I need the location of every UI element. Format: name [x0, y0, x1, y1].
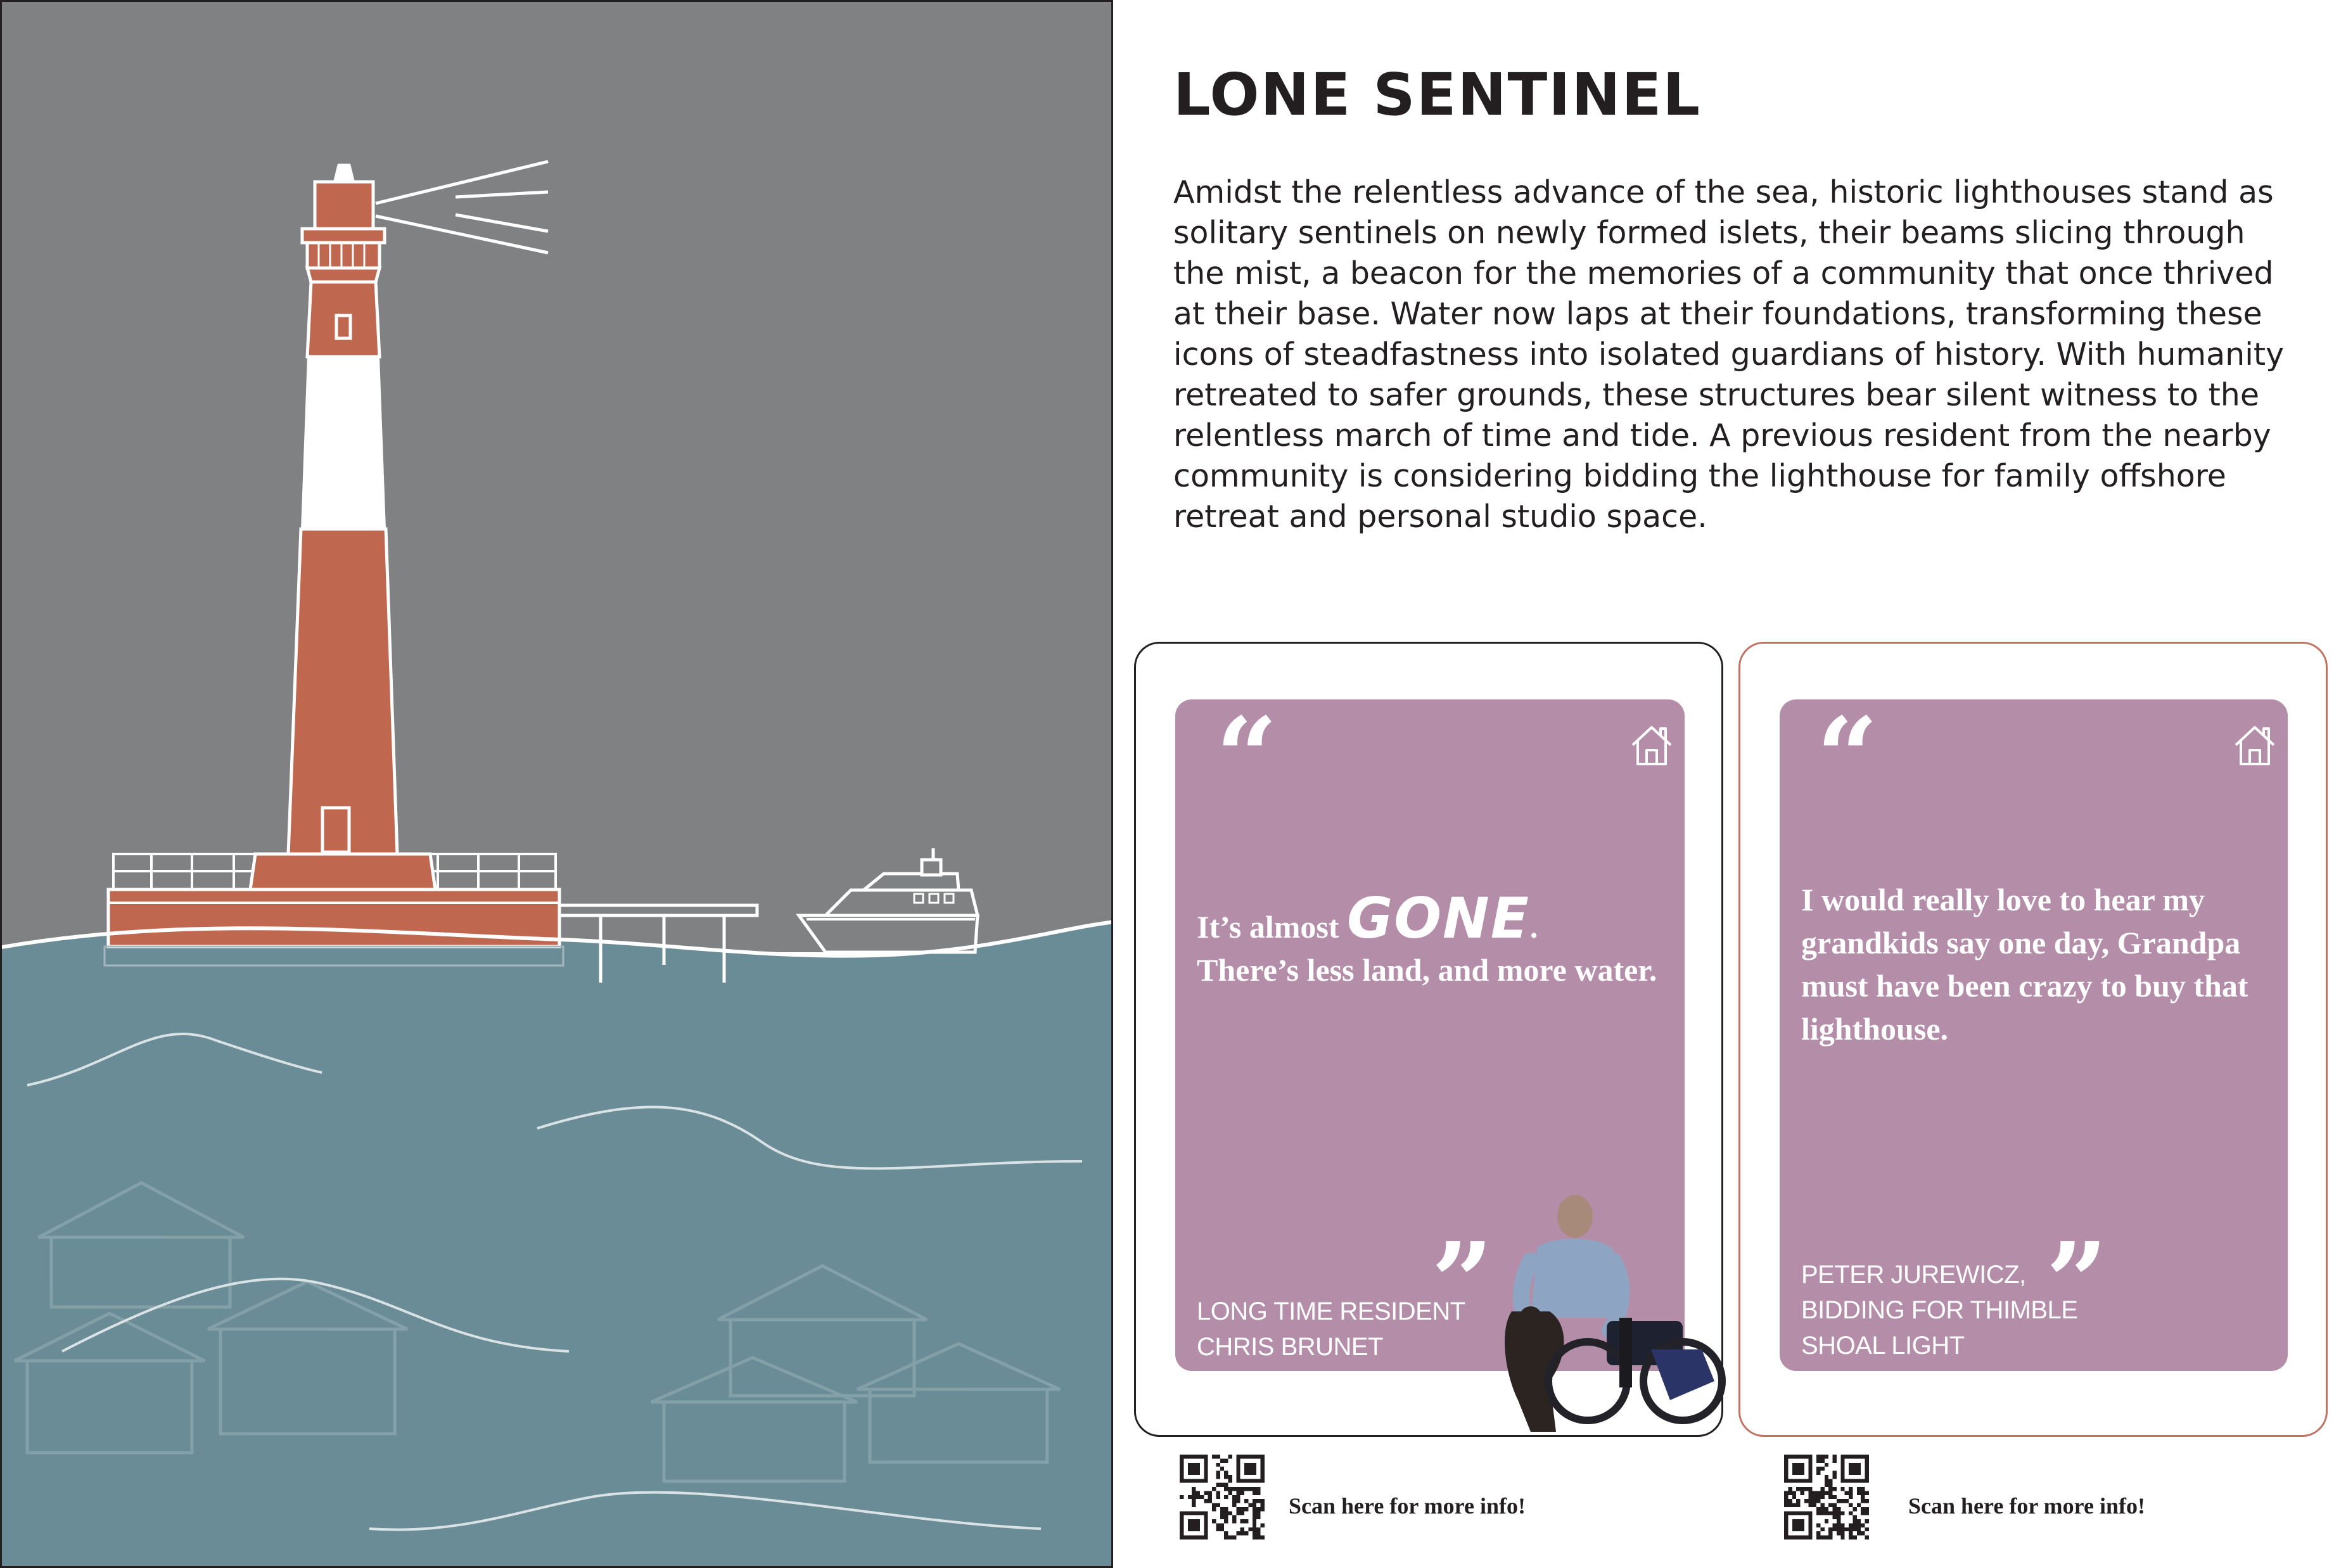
page-title: LONE SENTINEL: [1173, 61, 1701, 129]
quote-panel: [1780, 699, 2288, 1371]
open-quote-icon: “: [1816, 699, 1878, 820]
description-paragraph: Amidst the relentless advance of the sea, historic lighthouses stand as solitary sentinels on newly formed islets, their beams slicing through the mist, a beacon for the memories of a community that once thrived at their base. Water now laps at their foundations, transforming these icons of steadfastness into isolated guardians of history. With humanity retreated to safer grounds, these structures bear silent witness to the relentless march of time and tide. A previous resident from the nearby community is considering bidding the lighthouse for family offshore retreat and personal studio space.: [1173, 174, 2285, 535]
quote-text: I would really love to hear my grandkids say one day, Grandpa must have been crazy to buy that lighthouse.: [1801, 882, 2248, 1047]
quote-text-period: .: [1529, 909, 1538, 945]
close-quote-icon: ”: [1431, 1219, 1493, 1346]
home-icon: [2231, 721, 2279, 769]
attribution: [1197, 1294, 1465, 1365]
scan-label-1: Scan here for more info!: [1289, 1493, 1526, 1519]
tower-lower-band: [288, 529, 397, 854]
quote-text: [1197, 886, 1666, 991]
lighthouse-illustration: [0, 0, 1113, 1568]
tower-base: [250, 854, 435, 889]
open-quote-icon: “: [1216, 699, 1278, 820]
attribution-name: PETER JUREWICZ,: [1801, 1261, 2026, 1289]
home-icon: [1628, 721, 1676, 769]
attribution-role: BIDDING FOR THIMBLE: [1801, 1296, 2078, 1324]
sky: [2, 2, 1113, 952]
qr-code-2[interactable]: [1784, 1455, 1869, 1539]
sea: [2, 922, 1113, 1568]
close-quote-icon: ”: [2046, 1219, 2108, 1346]
attribution: [1801, 1257, 2077, 1363]
attribution-role: LONG TIME RESIDENT: [1197, 1297, 1465, 1325]
resident-photo: [1493, 1191, 1727, 1432]
quote-emphasis: GONE: [1347, 886, 1530, 951]
tower-white-band: [301, 357, 386, 529]
lantern-room: [302, 165, 385, 282]
tower-top-band: [307, 282, 379, 357]
quote-text-rest: There’s less land, and more water.: [1197, 952, 1657, 988]
quote-card-2: [1738, 642, 2328, 1437]
qr-code-1[interactable]: [1180, 1455, 1265, 1539]
scan-label-2: Scan here for more info!: [1908, 1493, 2145, 1519]
quote-text-start: It’s almost: [1197, 909, 1348, 945]
attribution-name: CHRIS BRUNET: [1197, 1333, 1384, 1361]
attribution-role-cont: SHOAL LIGHT: [1801, 1332, 1965, 1360]
